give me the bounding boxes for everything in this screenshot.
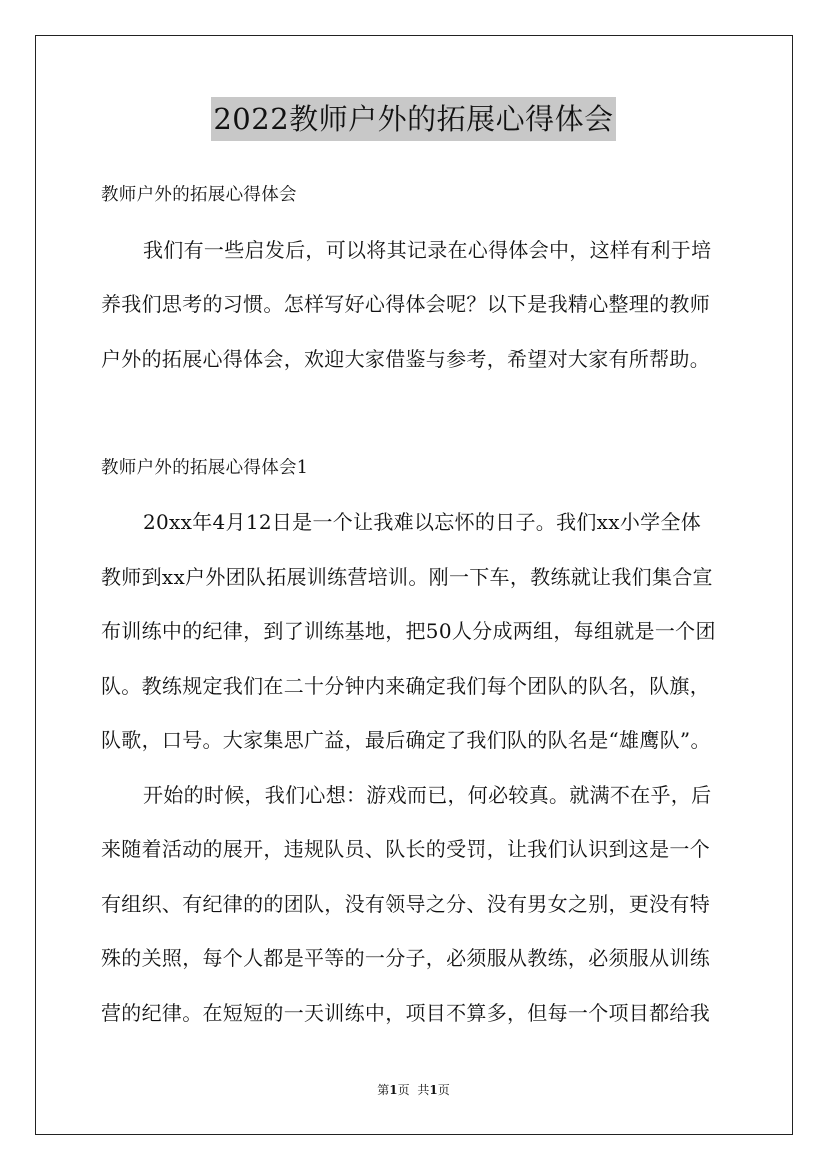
paragraph1-line: 队歌，口号。大家集思广益，最后确定了我们队的队名是“雄鹰队”。	[101, 728, 711, 752]
page-suffix: 页	[397, 1083, 410, 1097]
paragraph1-line: 20xx年4月12日是一个让我难以忘怀的日子。我们xx小学全体	[143, 510, 702, 534]
document-body	[101, 168, 731, 1040]
paragraph2-line: 有组织、有纪律的的团队，没有领导之分、没有男女之别，更没有特	[101, 891, 710, 916]
paragraph1-line: 队。教练规定我们在二十分钟内来确定我们每个团队的队名，队旗，	[101, 673, 710, 698]
page-prefix: 第	[377, 1083, 390, 1097]
intro-line: 养我们思考的习惯。怎样写好心得体会呢？以下是我精心整理的教师	[101, 292, 710, 316]
total-suffix: 页	[437, 1083, 450, 1097]
paragraph2-line: 殊的关照，每个人都是平等的一分子，必须服从教练，必须服从训练	[101, 946, 710, 970]
paragraph1-line: 布训练中的纪律，到了训练基地，把50人分成两组，每组就是一个团	[101, 619, 716, 643]
section-heading: 教师户外的拓展心得体会1	[101, 457, 309, 478]
paragraph2-line: 来随着活动的展开，违规队员、队长的受罚，让我们认识到这是一个	[101, 837, 710, 861]
page-number: 1	[389, 1083, 398, 1097]
paragraph2-line: 营的纪律。在短短的一天训练中，项目不算多，但每一个项目都给我	[101, 1000, 710, 1025]
paragraph-spacer	[101, 386, 731, 441]
total-prefix: 共	[417, 1083, 430, 1097]
intro-line: 户外的拓展心得体会，欢迎大家借鉴与参考，希望对大家有所帮助。	[101, 346, 710, 371]
title-container	[0, 97, 827, 141]
page-footer	[0, 1081, 827, 1098]
document-subtitle: 教师户外的拓展心得体会	[101, 185, 297, 205]
paragraph1-line: 教师到xx户外团队拓展训练营培训。刚一下车，教练就让我们集合宣	[101, 564, 713, 589]
total-pages: 1	[429, 1083, 438, 1097]
intro-line: 我们有一些启发后，可以将其记录在心得体会中，这样有利于培	[143, 237, 712, 262]
paragraph2-line: 开始的时候，我们心想：游戏而已，何必较真。就满不在乎，后	[143, 782, 712, 807]
document-title: 2022教师户外的拓展心得体会	[211, 97, 615, 141]
